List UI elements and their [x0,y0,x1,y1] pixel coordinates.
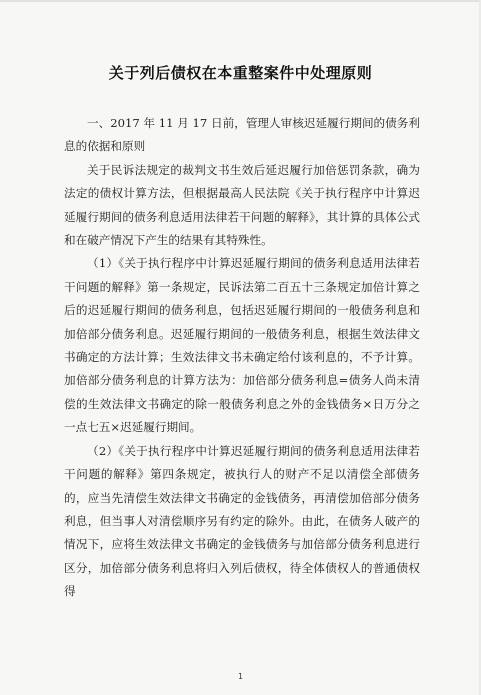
scan-edge [0,0,481,2]
paragraph: （1）《关于执行程序中计算迟延履行期间的债务利息适用法律若干问题的解释》第一条规定，民诉法第二百五十三条规定加倍计算之后的迟延履行期间的债务利息，包括迟延履行期间的一般债务利息和加倍部分债务利息。迟延履行期间的一般债务利息，根据生效法律文书确定的方法计算；生效法律文书未确定给付该利息的，不予计算。加倍部分债务利息的计算方法为：加倍部分债务利息=债务人尚未清偿的生效法律文书确定的除一般债务利息之外的金钱债务×日万分之一点七五×迟延履行期间。 [64,256,420,435]
paragraph: 关于民诉法规定的裁判文书生效后延迟履行加倍惩罚条款，确为法定的债权计算方法，但根据最高人民法院《关于执行程序中计算迟延履行期间的债务利息适用法律若干问题的解释》，其计算的具体公式和在破产情况下产生的结果有其特殊性。 [64,162,420,248]
section-heading: 一、2017 年 11 月 17 日前，管理人审核迟延履行期间的债务利息的依据和原则 [64,116,420,154]
paragraph: （2）《关于执行程序中计算迟延履行期间的债务利息适用法律若干问题的解释》第四条规定，被执行人的财产不足以清偿全部债务的，应当先清偿生效法律文书确定的金钱债务，再清偿加倍部分债务利息，但当事人对清偿顺序另有约定的除外。由此，在债务人破产的情况下，应将生效法律文书确定的金钱债务与加倍部分债务利息进行区分，加倍部分债务利息将归入列后债权，待全体债权人的普通债权得 [64,443,420,599]
document-title: 关于列后债权在本重整案件中处理原则 [108,64,373,82]
page-number: 1 [237,672,244,681]
document-body [64,112,420,604]
